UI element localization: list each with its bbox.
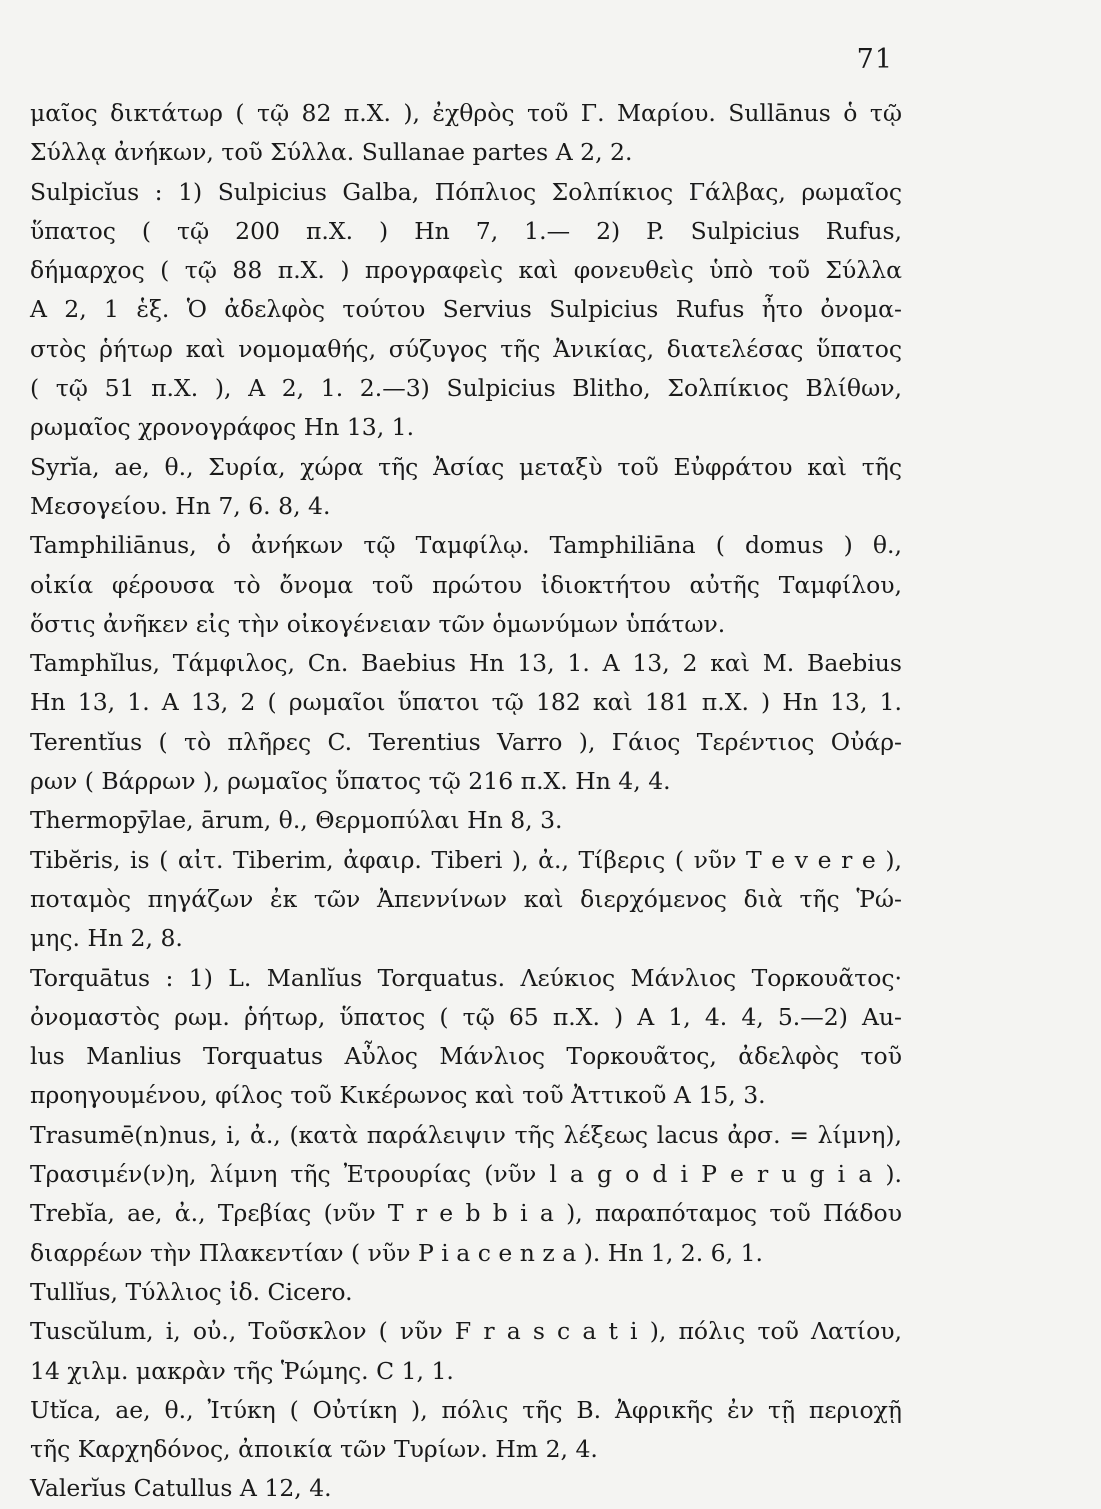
entry-trebia xyxy=(30,1194,902,1273)
entry-line: Syrĭa, ae, θ., Συρία, χώρα τῆς Ἀσίας μεταξὺ τοῦ Εὐφράτου καὶ τῆς xyxy=(30,452,902,481)
entry-line: οἰκία φέρουσα τὸ ὄνομα τοῦ πρώτου ἰδιοκτήτου αὐτῆς Ταμφίλου, xyxy=(30,570,902,599)
entry-tusculum xyxy=(30,1312,902,1391)
entry-line: 14 χιλμ. μακρὰν τῆς Ῥώμης. C 1, 1. xyxy=(30,1356,454,1385)
entry-line: ὅστις ἀνῆκεν εἰς τὴν οἰκογένειαν τῶν ὁμωνύμων ὑπάτων. xyxy=(30,609,726,638)
entry-line: μαῖος δικτάτωρ ( τῷ 82 π.Χ. ), ἐχθρὸς τοῦ Γ. Μαρίου. Sullānus ὁ τῷ xyxy=(30,99,902,127)
entry-line: ὕπατος ( τῷ 200 π.Χ. ) Hn 7, 1.— 2) P. Sulpicius Rufus, xyxy=(30,216,902,245)
entry-tiberis xyxy=(30,841,902,959)
entry-line: τῆς Καρχηδόνος, ἀποικία τῶν Τυρίων. Hm 2, 4. xyxy=(30,1435,598,1464)
entry-thermopylae xyxy=(30,801,902,840)
entry-tamphilus xyxy=(30,644,902,723)
glossary-entries xyxy=(30,94,902,1509)
entry-line: ( τῷ 51 π.Χ. ), A 2, 1. 2.—3) Sulpicius Blitho, Σολπίκιος Βλίθων, xyxy=(30,374,902,403)
entry-line: Valerĭus Catullus A 12, 4. xyxy=(30,1474,332,1503)
entry-line: Tamphĭlus, Τάμφιλος, Cn. Baebius Hn 13, 1. A 13, 2 καὶ M. Baebius xyxy=(30,649,902,678)
entry-line: δήμαρχος ( τῷ 88 π.Χ. ) προγραφεὶς καὶ φονευθεὶς ὑπὸ τοῦ Σύλλα xyxy=(30,256,902,285)
entry-syria xyxy=(30,448,902,527)
entry-line: Torquātus : 1) L. Manlĭus Torquatus. Λεύκιος Μάνλιος Τορκουᾶτος· xyxy=(30,963,902,992)
entry-line: Τρασιμέν(ν)η, λίμνη τῆς Ἐτρουρίας (νῦν l a g o d i P e r u g i a ). xyxy=(30,1160,902,1189)
entry-line: στὸς ῥήτωρ καὶ νομομαθής, σύζυγος τῆς Ἀνικίας, διατελέσας ὕπατος xyxy=(30,334,902,363)
entry-line: Tullĭus, Τύλλιος ἰδ. Cicero. xyxy=(30,1277,353,1306)
entry-line: Σύλλᾳ ἀνήκων, τοῦ Σύλλα. Sullanae partes A 2, 2. xyxy=(30,138,633,167)
entry-tamphilianus xyxy=(30,526,902,644)
entry-line: διαρρέων τὴν Πλακεντίαν ( νῦν P i a c e n z a ). Hn 1, 2. 6, 1. xyxy=(30,1238,763,1267)
entry-utica xyxy=(30,1391,902,1470)
entry-sulpicius xyxy=(30,173,902,448)
entry-line: προηγουμένου, φίλος τοῦ Κικέρωνος καὶ τοῦ Ἀττικοῦ A 15, 3. xyxy=(30,1081,766,1110)
entry-line: μης. Hn 2, 8. xyxy=(30,924,183,953)
entry-trasumenus xyxy=(30,1116,902,1195)
entry-line: Tibĕris, is ( αἰτ. Tiberim, ἀφαιρ. Tiberi ), ἀ., Τίβερις ( νῦν T e v e r e ), xyxy=(30,845,902,874)
entry-line: Trebĭa, ae, ἀ., Τρεβίας (νῦν T r e b b i a ), παραπόταμος τοῦ Πάδου xyxy=(30,1199,902,1228)
entry-terentius xyxy=(30,723,902,802)
entry-line: ὀνομαστὸς ρωμ. ῥήτωρ, ὕπατος ( τῷ 65 π.Χ. ) A 1, 4. 4, 5.—2) Au- xyxy=(30,1002,902,1031)
page-number: 71 xyxy=(856,44,893,75)
entry-line: Terentĭus ( τὸ πλῆρες C. Terentius Varro ), Γάιος Τερέντιος Οὐάρ- xyxy=(30,727,902,756)
entry-line: Sulpicĭus : 1) Sulpicius Galba, Πόπλιος Σολπίκιος Γάλβας, ρωμαῖος xyxy=(30,177,902,206)
entry-line: Hn 13, 1. A 13, 2 ( ρωμαῖοι ὕπατοι τῷ 182 καὶ 181 π.Χ. ) Hn 13, 1. xyxy=(30,688,902,717)
entry-line: Thermopȳlae, ārum, θ., Θερμοπύλαι Hn 8, 3. xyxy=(30,806,563,835)
entry-torquatus xyxy=(30,959,902,1116)
entry-line: ποταμὸς πηγάζων ἐκ τῶν Ἀπεννίνων καὶ διερχόμενος διὰ τῆς Ῥώ- xyxy=(30,884,902,913)
entry-line: Tamphiliānus, ὁ ἀνήκων τῷ Ταμφίλῳ. Tamphiliāna ( domus ) θ., xyxy=(30,531,902,560)
entry-valerius xyxy=(30,1469,902,1508)
entry-line: Utĭca, ae, θ., Ἰτύκη ( Οὐτίκη ), πόλις τῆς Β. Ἀφρικῆς ἐν τῇ περιοχῇ xyxy=(30,1395,902,1424)
entry-sullanus xyxy=(30,94,902,173)
entry-line: Tuscŭlum, i, οὐ., Τοῦσκλον ( νῦν F r a s c a t i ), πόλις τοῦ Λατίου, xyxy=(30,1317,902,1346)
entry-line: lus Manlius Torquatus Αὖλος Μάνλιος Τορκουᾶτος, ἀδελφὸς τοῦ xyxy=(30,1042,902,1071)
entry-tullius xyxy=(30,1273,902,1312)
entry-line: Μεσογείου. Hn 7, 6. 8, 4. xyxy=(30,491,331,520)
entry-line: A 2, 1 ἑξ. Ὁ ἀδελφὸς τούτου Servius Sulpicius Rufus ἦτο ὀνομα- xyxy=(30,295,902,324)
entry-line: ρων ( Βάρρων ), ρωμαῖος ὕπατος τῷ 216 π.Χ. Hn 4, 4. xyxy=(30,767,671,796)
entry-line: Trasumē(n)nus, i, ἀ., (κατὰ παράλειψιν τῆς λέξεως lacus ἀρσ. = λίμνη), xyxy=(30,1120,902,1149)
entry-line: ρωμαῖος χρονογράφος Hn 13, 1. xyxy=(30,413,415,442)
